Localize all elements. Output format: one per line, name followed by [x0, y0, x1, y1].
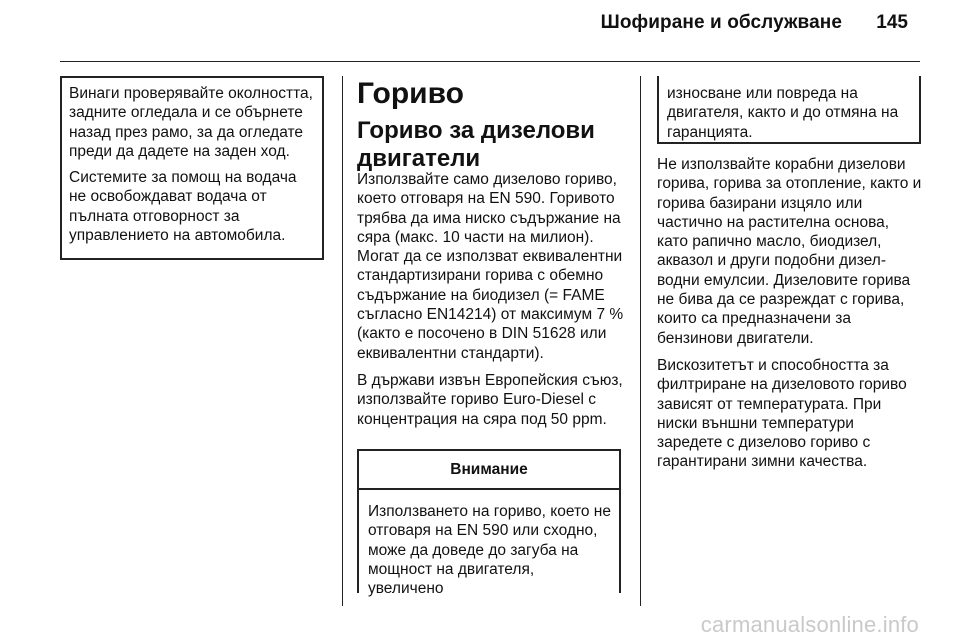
body-paragraph: Не използвайте корабни дизелови горива, горива за отопление, както и горива базирани изцяло или частично на растителна основа, като рапично масло, биодизел, аквазол и други подобни дизел-водни емулсии. Дизеловите горива не бива да се разреждат с горива, които са предназначени за бензинови двигатели. — [657, 156, 922, 347]
warning-continuation-box — [657, 76, 921, 144]
caution-continuation-box — [60, 76, 324, 260]
column-divider-right — [640, 76, 641, 606]
subsection-heading: Гориво за дизелови двигатели — [357, 117, 595, 172]
watermark: carmanualsonline.info — [700, 612, 919, 637]
warning-box — [357, 449, 621, 598]
page-number: 145 — [876, 12, 908, 33]
section-heading: Гориво — [357, 77, 464, 110]
diesel-advice-text — [657, 155, 923, 472]
body-paragraph: Вискозитетът и способността за филтриране на дизеловото гориво зависят от температурата. При ниски външни температури заредете с дизелово гориво с гарантирани зимни качества. — [657, 356, 907, 471]
diesel-fuel-text — [357, 170, 627, 429]
warning-text: Използването на гориво, което не отговаря на EN 590 или сходно, може да доведе до загуба на мощност на двигателя, увеличено — [368, 503, 611, 598]
body-paragraph: Използвайте само дизелово гориво, което отговаря на EN 590. Горивото трябва да има ниско съдържание на сяра (макс. 10 части на милион). Могат да се използват еквивалентни стандартизирани горива с обемно съдържание на биодизел (= FAME съгласно EN14214) от максимум 7 % (както е посочено в DIN 51628 или еквивалентни стандарти). — [357, 171, 624, 362]
caution-paragraph: Винаги проверявайте околността, задните огледала и се обърнете назад през рамо, за да огледате преди да дадете на заден ход. — [69, 85, 313, 160]
chapter-title: Шофиране и обслужване — [600, 12, 842, 33]
caution-paragraph: Системите за помощ на водача не освобождават водача от пълната отговорност за управлението на автомобила. — [69, 169, 297, 245]
warning-continuation-text: износване или повреда на двигателя, както и до отмяна на гаранцията. — [667, 85, 899, 141]
warning-title: Внимание — [359, 451, 619, 490]
column-divider-left — [342, 76, 343, 606]
body-paragraph: В държави извън Европейския съюз, използвайте гориво Euro-Diesel с концентрация на сяра под 50 ppm. — [357, 371, 623, 428]
header-divider — [60, 61, 920, 62]
